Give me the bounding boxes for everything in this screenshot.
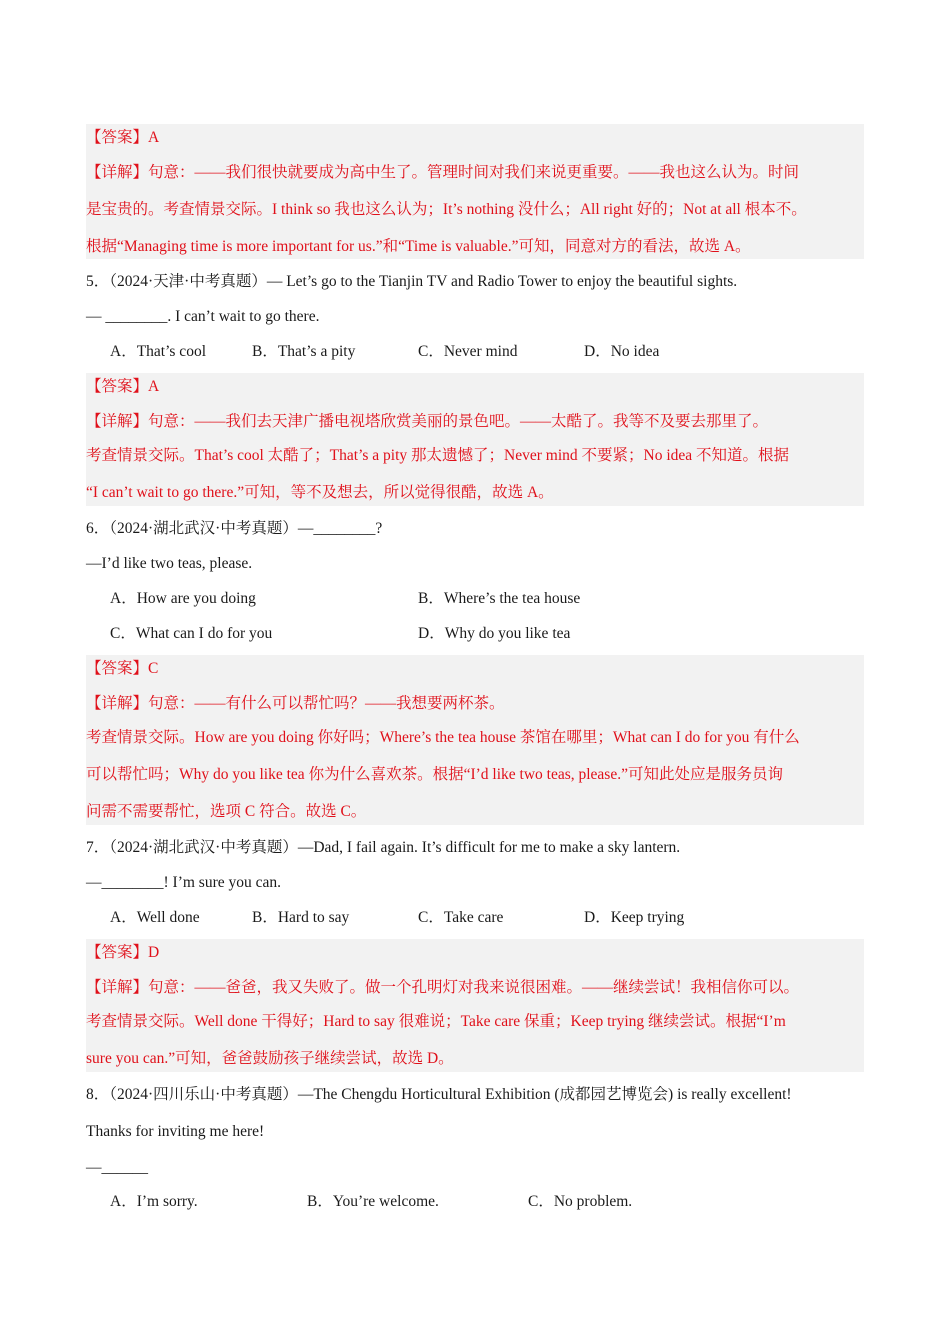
option-d-q6: D．Why do you like tea xyxy=(418,625,571,642)
question-stem-q5: 5．（2024·天津·中考真题）— Let’s go to the Tianjin TV and Radio Tower to enjoy the beautiful sights. xyxy=(86,273,738,290)
explanation-line: 考查情景交际。Well done 干得好；Hard to say 很难说；Take care 保重；Keep trying 继续尝试。根据“I’m xyxy=(86,1013,786,1030)
explanation-line: 【详解】句意：——我们去天津广播电视塔欣赏美丽的景色吧。——太酷了。我等不及要去那里了。 xyxy=(86,413,769,430)
question-stem-q8: 8．（2024·四川乐山·中考真题）—The Chengdu Horticultural Exhibition (成都园艺博览会) is really excellent! xyxy=(86,1086,792,1103)
option-c-q7: C．Take care xyxy=(418,909,504,926)
answer-block-q7 xyxy=(86,939,864,1072)
option-d-q7: D．Keep trying xyxy=(584,909,685,926)
question-stem-q6: 6．（2024·湖北武汉·中考真题）—________? xyxy=(86,520,383,537)
answer-label: 【答案】A xyxy=(86,129,160,146)
option-b-q6: B．Where’s the tea house xyxy=(418,590,581,607)
question-stem-q7: 7．（2024·湖北武汉·中考真题）—Dad, I fail again. It’s difficult for me to make a sky lantern. xyxy=(86,839,681,856)
explanation-line: 【详解】句意：——有什么可以帮忙吗？——我想要两杯茶。 xyxy=(86,695,505,712)
option-b-q7: B．Hard to say xyxy=(252,909,350,926)
explanation-line: “I can’t wait to go there.”可知，等不及想去，所以觉得很酷，故选 A。 xyxy=(86,484,554,501)
answer-block-q4 xyxy=(86,124,864,259)
answer-block-q6 xyxy=(86,655,864,825)
question-line-q5: — ________. I can’t wait to go there. xyxy=(86,308,320,325)
explanation-line: 考查情景交际。That’s cool 太酷了；That’s a pity 那太遗憾了；Never mind 不要紧；No idea 不知道。根据 xyxy=(86,447,790,464)
answer-label: 【答案】A xyxy=(86,378,160,395)
explanation-line: 考查情景交际。How are you doing 你好吗；Where’s the tea house 茶馆在哪里；What can I do for you 有什么 xyxy=(86,729,800,746)
option-b-q5: B．That’s a pity xyxy=(252,343,356,360)
option-a-q7: A．Well done xyxy=(110,909,200,926)
question-line-q7: —________! I’m sure you can. xyxy=(86,874,281,891)
explanation-line: 是宝贵的。考查情景交际。I think so 我也这么认为；It’s nothing 没什么；All right 好的；Not at all 根本不。 xyxy=(86,201,807,218)
explanation-line: 根据“Managing time is more important for us.”和“Time is valuable.”可知，同意对方的看法，故选 A。 xyxy=(86,238,751,255)
explanation-line: 可以帮忙吗；Why do you like tea 你为什么喜欢茶。根据“I’d like two teas, please.”可知此处应是服务员询 xyxy=(86,766,783,783)
option-c-q8: C．No problem. xyxy=(528,1193,633,1210)
question-blank-q8: —______ xyxy=(86,1159,148,1176)
explanation-line: 【详解】句意：——我们很快就要成为高中生了。管理时间对我们来说更重要。——我也这么认为。时间 xyxy=(86,164,800,181)
explanation-line: 【详解】句意：——爸爸，我又失败了。做一个孔明灯对我来说很困难。——继续尝试！我相信你可以。 xyxy=(86,979,800,996)
answer-label: 【答案】C xyxy=(86,660,159,677)
question-line-q6: —I’d like two teas, please. xyxy=(86,555,253,572)
question-line-q8: Thanks for inviting me here! xyxy=(86,1123,265,1140)
answer-block-q5 xyxy=(86,373,864,506)
explanation-line: 问需不需要帮忙，选项 C 符合。故选 C。 xyxy=(86,803,367,820)
option-a-q5: A．That’s cool xyxy=(110,343,206,360)
option-d-q5: D．No idea xyxy=(584,343,660,360)
answer-label: 【答案】D xyxy=(86,944,160,961)
option-c-q5: C．Never mind xyxy=(418,343,518,360)
option-b-q8: B．You’re welcome. xyxy=(307,1193,439,1210)
explanation-line: sure you can.”可知，爸爸鼓励孩子继续尝试，故选 D。 xyxy=(86,1050,454,1067)
option-a-q6: A．How are you doing xyxy=(110,590,256,607)
option-c-q6: C．What can I do for you xyxy=(110,625,273,642)
option-a-q8: A．I’m sorry. xyxy=(110,1193,198,1210)
